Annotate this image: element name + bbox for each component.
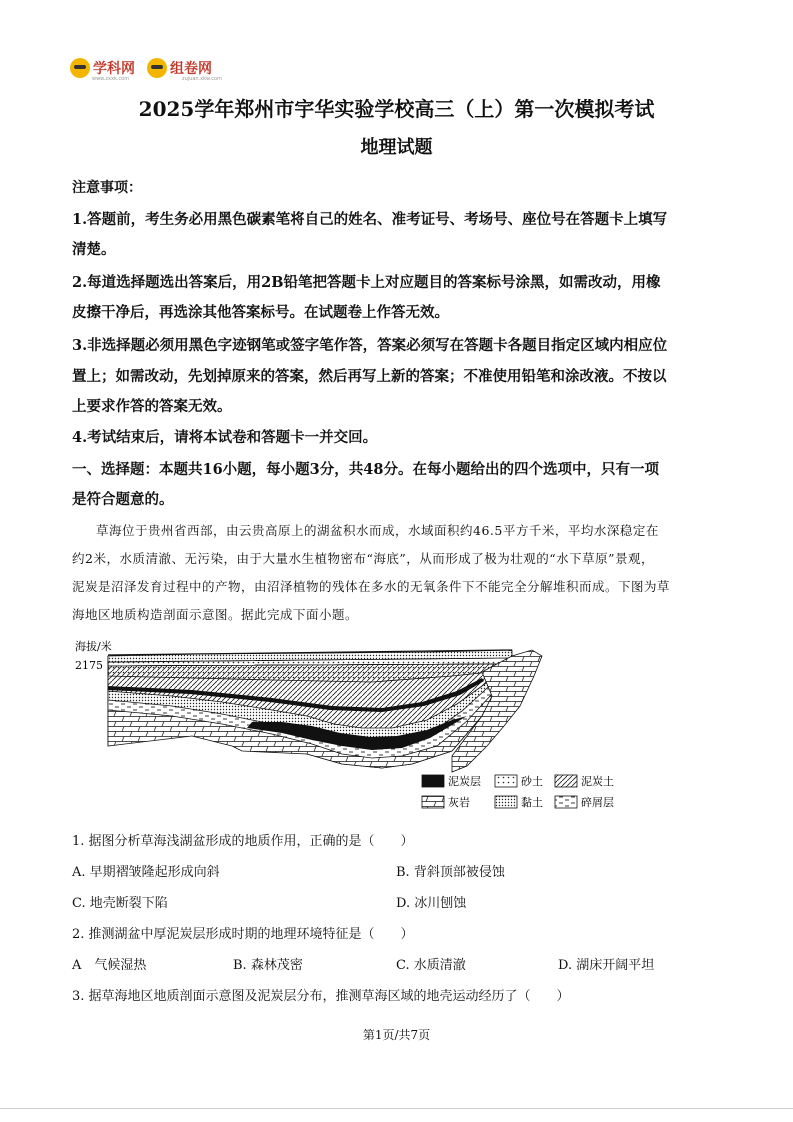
logo-text: 学科网 [93, 61, 135, 77]
xuekewang-logo[interactable] [70, 58, 135, 78]
passage-line-2: 约2米，水质清澈、无污染，由于大量水生植物密布“海底”，从而形成了极为壮观的“水下草原”景观， [72, 551, 655, 566]
question-1-option-d[interactable]: D. 冰川刨蚀 [396, 896, 467, 911]
zujuanwang-logo[interactable] [147, 58, 212, 78]
notice-4-line-1: 4.考试结束后，请将本试卷和答题卡一并交回。 [72, 429, 378, 446]
logo-url: zujuan.xkw.com [182, 76, 222, 82]
passage-line-4: 海地区地质构造剖面示意图。据此完成下面小题。 [72, 607, 359, 622]
question-2-stem: 2. 推测湖盆中厚泥炭层形成时期的地理环境特征是（ ） [72, 927, 414, 942]
section-heading-line-2: 是符合题意的。 [72, 491, 174, 508]
legend-label-peat: 泥炭层 [448, 775, 481, 788]
logo-text: 组卷网 [170, 61, 212, 77]
legend-swatch-peat [422, 775, 444, 787]
legend-swatch-debris [555, 796, 577, 808]
legend-swatch-limestone [422, 796, 444, 808]
notice-heading: 注意事项： [72, 180, 142, 196]
y-axis-label: 海拔/米 [75, 640, 112, 653]
legend-swatch-peat-soil [555, 775, 577, 787]
legend-label-limestone: 灰岩 [448, 796, 470, 809]
question-2-option-d[interactable]: D. 湖床开阔平坦 [558, 958, 655, 973]
legend-swatch-clay [495, 796, 517, 808]
legend-label-sand: 砂土 [521, 775, 543, 788]
passage-line-3: 泥炭是沼泽发育过程中的产物，由沼泽植物的残体在多水的无氧条件下不能完全分解堆积而成。下图为草 [72, 579, 671, 594]
logo-face-icon [147, 58, 167, 78]
notice-3-line-2: 置上；如需改动，先划掉原来的答案，然后再写上新的答案；不准使用铅笔和涂改液。不按以 [72, 368, 667, 385]
question-1-stem: 1. 据图分析草海浅湖盆形成的地质作用，正确的是（ ） [72, 834, 414, 849]
legend-label-clay: 黏土 [521, 796, 543, 809]
notice-2-line-1: 2.每道选择题选出答案后，用2B铅笔把答题卡上对应题目的答案标号涂黑，如需改动，用橡 [72, 274, 661, 291]
question-1-option-b[interactable]: B. 背斜顶部被侵蚀 [396, 865, 505, 880]
question-3-stem: 3. 据草海地区地质剖面示意图及泥炭层分布，推测草海区域的地壳运动经历了（ ） [72, 989, 570, 1004]
notice-3-line-1: 3.非选择题必须用黑色字迹钢笔或签字笔作答，答案必须写在答题卡各题目指定区域内相应位 [72, 337, 668, 354]
question-2-option-a[interactable]: A 气候湿热 [72, 958, 147, 973]
page-footer: 第1页/共7页 [362, 1028, 431, 1042]
exam-subject: 地理试题 [360, 137, 433, 158]
section-heading-line-1: 一、选择题：本题共16小题，每小题3分，共48分。在每小题给出的四个选项中，只有一项 [72, 461, 659, 478]
bottom-divider [0, 1108, 793, 1109]
logo-url: www.zxxk.com [92, 76, 130, 82]
legend-swatch-sand [495, 775, 517, 787]
elevation-label: 2175 [75, 659, 103, 672]
question-1-option-a[interactable]: A. 早期褶皱隆起形成向斜 [72, 865, 220, 880]
notice-2-line-2: 皮擦干净后，再选涂其他答案标号。在试题卷上作答无效。 [72, 304, 449, 321]
legend [422, 774, 614, 809]
geological-profile-diagram [72, 636, 632, 826]
exam-title: 2025学年郑州市宇华实验学校高三（上）第一次模拟考试 [138, 97, 655, 121]
legend-label-peat-soil: 泥炭土 [581, 775, 614, 788]
question-2-option-b[interactable]: B. 森林茂密 [233, 958, 303, 973]
notice-3-line-3: 上要求作答的答案无效。 [72, 398, 232, 415]
passage-line-1: 草海位于贵州省西部，由云贵高原上的湖盆积水而成，水域面积约46.5平方千米，平均水深稳定在 [96, 523, 659, 538]
header-logos [70, 58, 212, 78]
question-2-option-c[interactable]: C. 水质清澈 [396, 958, 466, 973]
logo-face-icon [70, 58, 90, 78]
geological-profile-svg [72, 636, 632, 822]
notice-1-line-2: 清楚。 [72, 241, 116, 258]
notice-1-line-1: 1.答题前，考生务必用黑色碳素笔将自己的姓名、准考证号、考场号、座位号在答题卡上填写 [72, 211, 668, 228]
legend-label-debris: 碎屑层 [581, 796, 614, 809]
question-1-option-c[interactable]: C. 地壳断裂下陷 [72, 896, 168, 911]
